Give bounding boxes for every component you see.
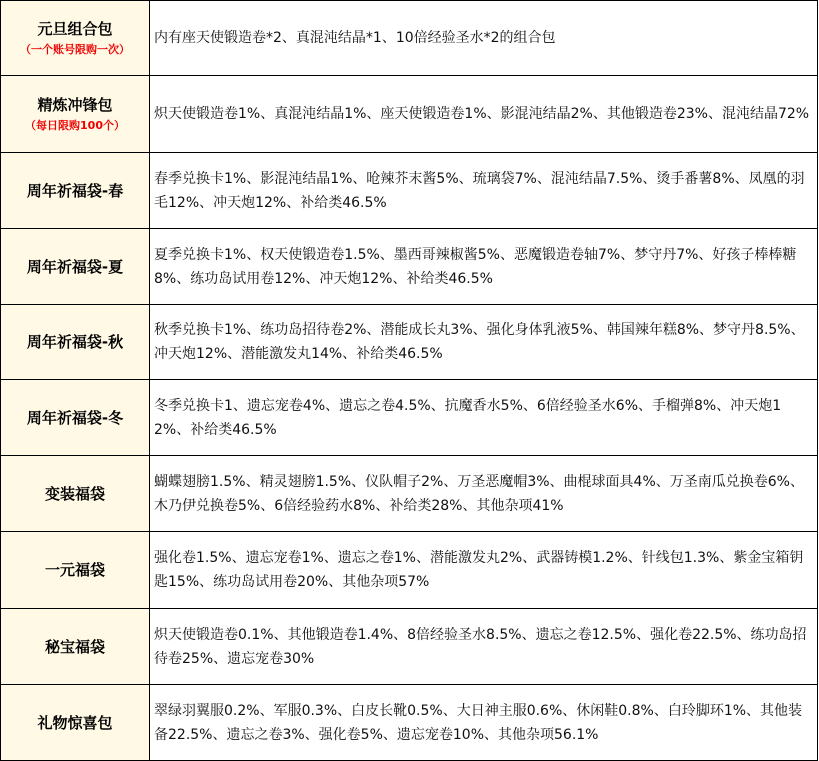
pack-name-cell [1,532,150,609]
pack-name: 一元福袋 [44,561,105,579]
pack-name: 周年祈福袋-夏 [26,257,124,276]
table-row [1,76,818,153]
pack-contents-cell: 炽天使锻造卷1%、真混沌结晶1%、座天使锻造卷1%、影混沌结晶2%、其他锻造卷23%、混沌结晶72% [150,76,818,153]
pack-contents-cell: 强化卷1.5%、遗忘宠卷1%、遗忘之卷1%、潜能激发丸2%、武器铸模1.2%、针线包1.3%、紫金宝箱钥匙15%、练功岛试用卷20%、其他杂项57% [150,532,818,609]
table-row [1,305,818,380]
pack-contents-cell: 春季兑换卡1%、影混沌结晶1%、呛辣芥末酱5%、琉璃袋7%、混沌结晶7.5%、烫手番薯8%、凤凰的羽毛12%、冲天炮12%、补给类46.5% [150,153,818,229]
table-row [1,153,818,229]
table-row [1,609,818,685]
pack-name: 周年祈福袋-春 [26,181,124,200]
pack-name-cell [1,76,150,153]
pack-name: 秘宝福袋 [44,637,105,656]
pack-name-cell [1,609,150,685]
pack-contents-cell: 炽天使锻造卷0.1%、其他锻造卷1.4%、8倍经验圣水8.5%、遗忘之卷12.5%、强化卷22.5%、练功岛招待卷25%、遗忘宠卷30% [150,609,818,685]
pack-contents-cell: 秋季兑换卡1%、练功岛招待卷2%、潜能成长丸3%、强化身体乳液5%、韩国辣年糕8%、梦守丹8.5%、冲天炮12%、潜能激发丸14%、补给类46.5% [150,305,818,380]
pack-name: 礼物惊喜包 [37,713,113,732]
table-row [1,532,818,609]
pack-name-cell [1,229,150,305]
table-row [1,1,818,76]
pack-name: 变装福袋 [44,484,105,503]
pack-name-cell [1,305,150,380]
pack-contents-cell: 冬季兑换卡1、遗忘宠卷4%、遗忘之卷4.5%、抗魔香水5%、6倍经验圣水6%、手榴弹8%、冲天炮12%、补给类46.5% [150,380,818,456]
pack-name-cell [1,1,150,76]
pack-contents-cell: 内有座天使锻造卷*2、真混沌结晶*1、10倍经验圣水*2的组合包 [150,1,818,76]
pack-contents-cell: 翠绿羽翼服0.2%、军服0.3%、白皮长靴0.5%、大日神主服0.6%、休闲鞋0.8%、白玲脚环1%、其他装备22.5%、遗忘之卷3%、强化卷5%、遗忘宠卷10%、其他杂项56.1% [150,685,818,761]
table-row [1,685,818,761]
pack-contents-cell: 夏季兑换卡1%、权天使锻造卷1.5%、墨西哥辣椒酱5%、恶魔锻造卷轴7%、梦守丹7%、好孩子棒棒糖8%、练功岛试用卷12%、冲天炮12%、补给类46.5% [150,229,818,305]
table-row [1,456,818,532]
pack-name-cell [1,380,150,456]
pack-name: 周年祈福袋-冬 [26,408,124,427]
pack-name: 周年祈福袋-秋 [26,333,124,351]
purchase-limit-note: （一个账号限购一次） [20,42,130,56]
pack-name: 元旦组合包 [37,19,113,38]
pack-name: 精炼冲锋包 [37,95,113,114]
table-row [1,380,818,456]
pack-contents-cell: 蝴蝶翅膀1.5%、精灵翅膀1.5%、仪队帽子2%、万圣恶魔帽3%、曲棍球面具4%、万圣南瓜兑换卷6%、木乃伊兑换卷5%、6倍经验药水8%、补给类28%、其他杂项41% [150,456,818,532]
table-body [1,1,818,761]
table-row [1,229,818,305]
pack-name-cell [1,456,150,532]
purchase-limit-note: （每日限购100个） [25,118,125,132]
pack-name-cell [1,685,150,761]
pack-name-cell [1,153,150,229]
